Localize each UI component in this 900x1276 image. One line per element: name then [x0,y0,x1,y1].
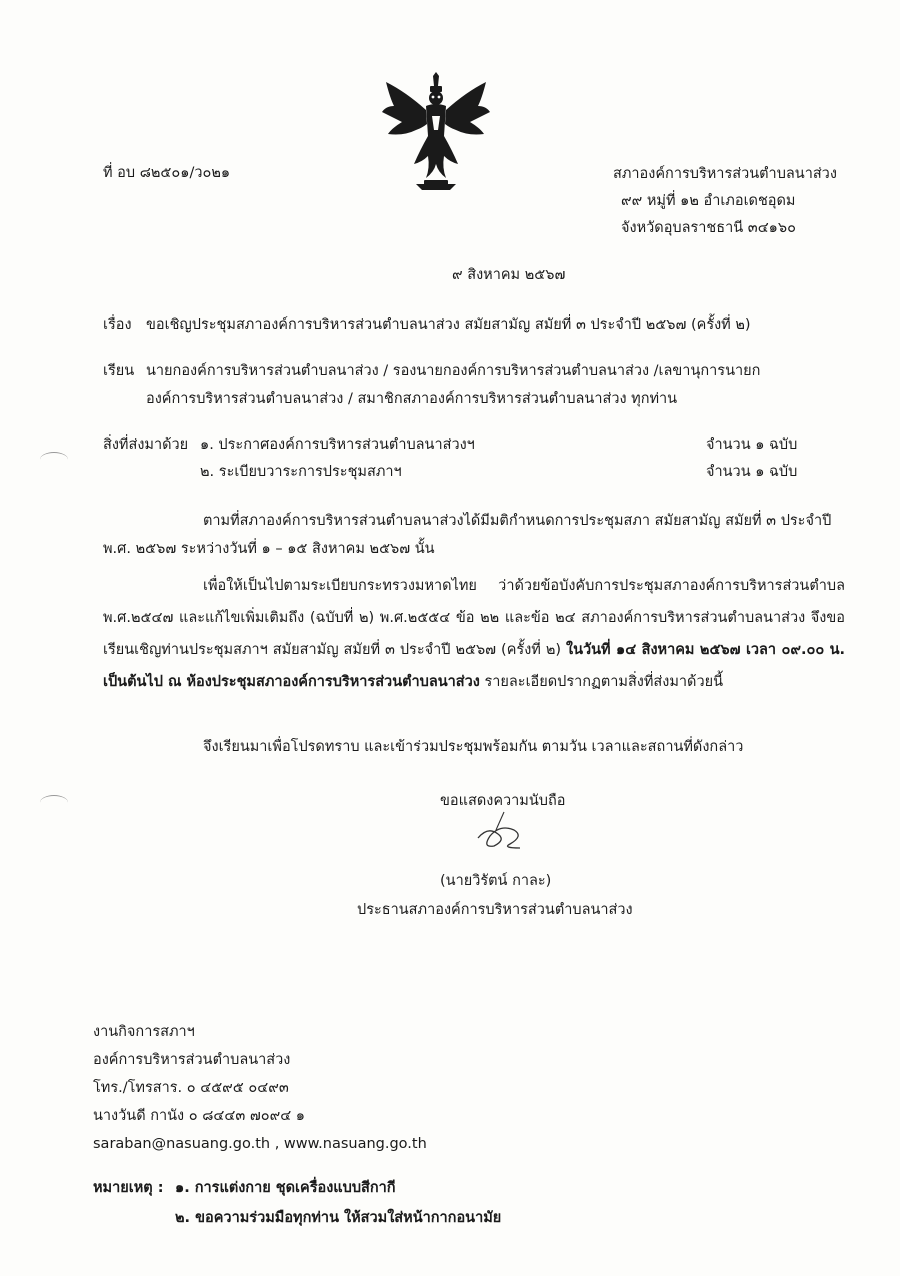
subject-text: ขอเชิญประชุมสภาองค์การบริหารส่วนตำบลนาส่วง สมัยสามัญ สมัยที่ ๓ ประจำปี ๒๕๖๗ (ครั้งที่ ๒) [146,317,751,333]
contact-person: นางวันดี กานัง ๐ ๘๔๔๓ ๗๐๙๔ ๑ [93,1108,306,1124]
sender-address [613,161,837,242]
document-number: ที่ อบ ๘๒๕๐๑/ว๐๒๑ [103,165,231,181]
body-paragraph-2-text: เพื่อให้เป็นไปตามระเบียบกระทรวงมหาดไทย ว่าด้วยข้อบังคับการประชุมสภาองค์การบริหารส่วนตำบล พ.ศ.๒๕๔๗ และแก้ไขเพิ่มเติมถึง (ฉบับที่ ๒) พ.ศ.๒๕๕๔ ข้อ ๒๒ และข้อ ๒๔ สภาองค์การบริหารส่วนตำบลนาส่วง จึงขอเรียนเชิญท่านประชุมสภาฯ สมัยสามัญ สมัยที่ ๓ ประจำปี ๒๕๖๗ (ครั้งที่ ๒) [103,578,845,658]
subject-label: เรื่อง [103,317,132,333]
contact-department: งานกิจการสภาฯ [93,1024,195,1040]
enclosure-qty: จำนวน ๑ ฉบับ [706,464,798,480]
enclosure-qty: จำนวน ๑ ฉบับ [706,437,798,453]
sender-street: ๙๙ หมู่ที่ ๑๒ อำเภอเดชอุดม [621,193,796,209]
enclosures-label: สิ่งที่ส่งมาด้วย [103,437,189,453]
signatory-name: (นายวิรัตน์ กาละ) [440,873,552,889]
body-paragraph-2 [103,570,845,698]
body-paragraph-1-line-2: พ.ศ. ๒๕๖๗ ระหว่างวันที่ ๑ – ๑๕ สิงหาคม ๒๕๖๗ นั้น [103,541,435,557]
enclosure-item: ๑. ประกาศองค์การบริหารส่วนตำบลนาส่วงฯ [200,437,475,453]
punch-hole-mark [40,795,68,810]
recipient-label: เรียน [103,363,135,379]
signature [470,808,530,856]
document-date: ๙ สิงหาคม ๒๕๖๗ [452,267,566,283]
meeting-datetime-venue: ในวันที่ ๑๔ สิงหาคม ๒๕๖๗ เวลา ๐๙.๐๐ น. เป็นต้นไป ณ ห้องประชุมสภาองค์การบริหารส่วนตำบลนาส่วง [103,642,845,690]
body-paragraph-3: จึงเรียนมาเพื่อโปรดทราบ และเข้าร่วมประชุมพร้อมกัน ตามวัน เวลาและสถานที่ดังกล่าว [203,739,744,755]
signatory-position: ประธานสภาองค์การบริหารส่วนตำบลนาส่วง [357,902,633,918]
contact-block [93,1018,427,1158]
sender-org: สภาองค์การบริหารส่วนตำบลนาส่วง [613,166,837,182]
punch-hole-mark [40,452,68,467]
note-item-1: ๑. การแต่งกาย ชุดเครื่องแบบสีกากี [175,1180,396,1196]
sender-province: จังหวัดอุบลราชธานี ๓๔๑๖๐ [621,220,796,236]
recipient-line-1: นายกองค์การบริหารส่วนตำบลนาส่วง / รองนายกองค์การบริหารส่วนตำบลนาส่วง /เลขานุการนายก [146,363,761,379]
contact-organization: องค์การบริหารส่วนตำบลนาส่วง [93,1052,291,1068]
note-item-2: ๒. ขอความร่วมมือทุกท่าน ให้สวมใส่หน้ากากอนามัย [175,1210,502,1226]
recipient-line-2: องค์การบริหารส่วนตำบลนาส่วง / สมาชิกสภาองค์การบริหารส่วนตำบลนาส่วง ทุกท่าน [146,391,678,407]
body-paragraph-2-end: รายละเอียดปรากฏตามสิ่งที่ส่งมาด้วยนี้ [479,674,724,690]
enclosure-item: ๒. ระเบียบวาระการประชุมสภาฯ [200,464,402,480]
note-label: หมายเหตุ : [93,1180,164,1196]
body-paragraph-1-line-1: ตามที่สภาองค์การบริหารส่วนตำบลนาส่วงได้มีมติกำหนดการประชุมสภา สมัยสามัญ สมัยที่ ๓ ประจำปี [203,513,832,529]
contact-email-web: saraban@nasuang.go.th , www.nasuang.go.th [93,1136,427,1152]
garuda-emblem-icon [380,72,492,192]
contact-phone: โทร./โทรสาร. ๐ ๔๕๙๕ ๐๔๙๓ [93,1080,289,1096]
closing-salutation: ขอแสดงความนับถือ [440,793,566,809]
